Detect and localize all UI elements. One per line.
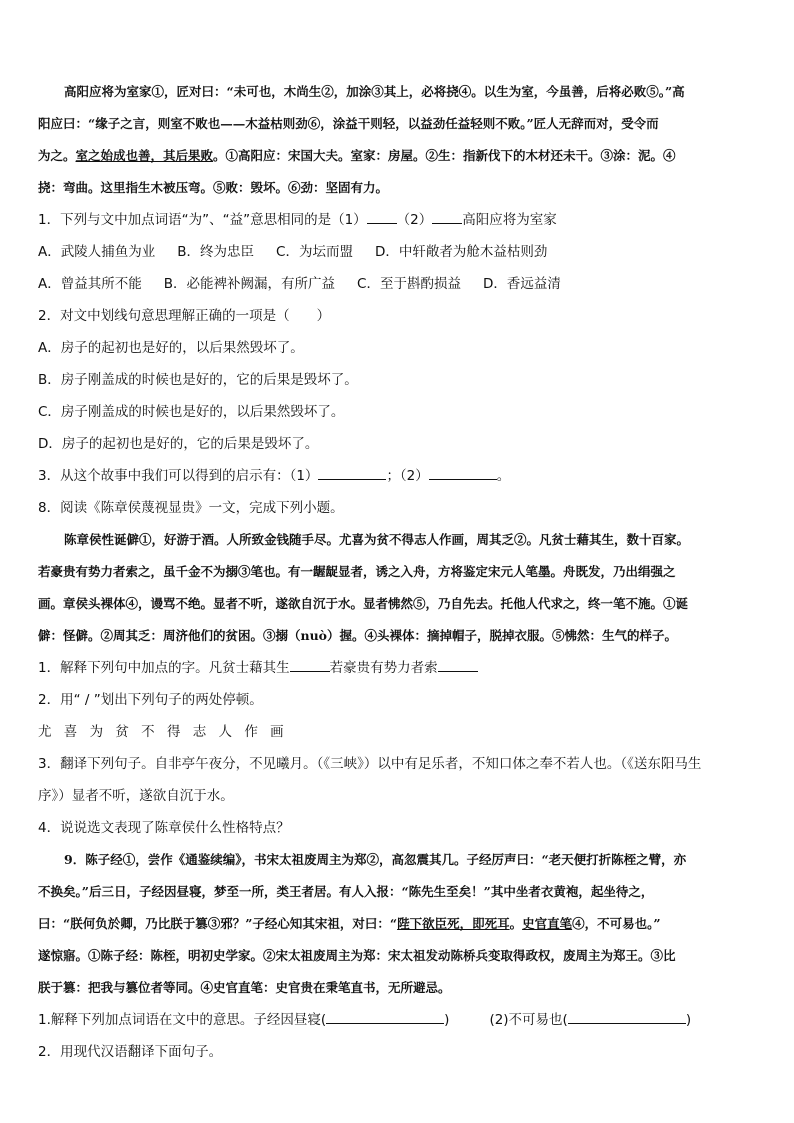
question-2: 2．对文中划线句意思理解正确的一项是（ ）: [38, 308, 331, 324]
option-a[interactable]: A．曾益其所不能: [38, 276, 142, 292]
option-c[interactable]: C．至于斟酌损益: [357, 276, 461, 292]
passage-line: 挠：弯曲。这里指生木被压弯。⑤败：毁坏。⑥劲：坚固有力。: [38, 180, 389, 195]
option-d[interactable]: D．中轩敞者为舱木益枯则劲: [374, 244, 548, 260]
option-b[interactable]: B．房子刚盖成的时候也是好的，它的后果是毁坏了。: [38, 372, 358, 388]
option-row-1: [38, 236, 760, 268]
underlined-sentence: 室之始成也善，其后果败: [75, 148, 214, 163]
question-1: [38, 204, 760, 236]
question-8-4: 4．说说选文表现了陈章侯什么性格特点？: [38, 820, 290, 836]
passage-text: 曰：“朕何负於卿，乃比朕于篡③邪？”子经心知其宋祖，对曰：“: [38, 916, 398, 931]
passage-line: 僻：怪僻。②周其乏：周济他们的贫困。③搦（nuò）握。④头裸体：摘掉帽子，脱掉衣服。⑤怫然：生气的样子。: [38, 628, 678, 643]
underlined-sentence: 史官直笔: [522, 916, 573, 931]
question-text: 1．解释下列句中加点的字。凡贫士藉其生: [38, 660, 290, 676]
passage-line: 画。章侯头裸体④，谩骂不绝。显者不听，遂欲自沉于水。显者怫然⑤，乃自先去。托他人代求之，终一笔不施。①诞: [38, 596, 689, 611]
answer-blank[interactable]: [438, 657, 478, 672]
question-text: 若豪贵有势力者索: [329, 660, 438, 676]
question-8-title: 8．阅读《陈章侯蔑视显贵》一文，完成下列小题。: [38, 500, 344, 516]
option-c[interactable]: C．为坛而盟: [276, 244, 353, 260]
question-text: 1.解释下列加点词语在文中的意思。子经因昼寝(: [38, 1012, 327, 1028]
option-c[interactable]: C．房子刚盖成的时候也是好的，以后果然毁坏了。: [38, 404, 345, 420]
passage-gaoyangying: [38, 76, 760, 204]
question-text: 。: [496, 468, 511, 484]
passage-text: 。: [509, 916, 523, 931]
question-text: ): [685, 1012, 692, 1028]
passage-chenzhanghou: [38, 524, 760, 652]
passage-line: 若豪贵有势力者索之，虽千金不为搦③笔也。有一龌龊显者，诱之入舟，方将鉴定宋元人笔墨。舟既发，乃出绢强之: [38, 564, 676, 579]
question-3: [38, 460, 760, 492]
passage-line: 9．陈子经①，尝作《通鉴续编》，书宋太祖废周主为郑②，高忽震其几。子经厉声曰：“老天便打折陈桎之臂，亦: [64, 852, 687, 867]
question-8-3-cont: 序》）显者不听，遂欲自沉于水。: [38, 788, 234, 804]
option-row-2: [38, 268, 760, 300]
question-text: ): [444, 1012, 450, 1028]
question-text: 3．从这个故事中我们可以得到的启示有：（1）: [38, 468, 319, 484]
question-text: 1．下列与文中加点词语“为”、“益”意思相同的是（1）: [38, 212, 367, 228]
passage-line: 不换矣。”后三日，子经因昼寝，梦至一所，类王者居。有人入报：“陈先生至矣！”其中坐者衣黄袍，起坐待之，: [38, 884, 654, 899]
passage-chenzijing: [38, 844, 760, 1004]
pause-sentence: 尤 喜 为 贫 不 得 志 人 作 画: [38, 724, 288, 740]
option-b[interactable]: B．终为忠臣: [177, 244, 255, 260]
underlined-sentence: 陛下欲臣死，即死耳: [397, 916, 510, 931]
option-b[interactable]: B．必能裨补阙漏，有所广益: [163, 276, 336, 292]
passage-line: 遂惊寤。①陈子经：陈桎，明初史学家。②宋太祖废周主为郑：宋太祖发动陈桥兵变取得政权，废周主为郑王。③比: [38, 948, 676, 963]
passage-line: [38, 140, 760, 172]
question-9-2: 2．用现代汉语翻译下面句子。: [38, 1044, 223, 1060]
question-8-1: [38, 652, 760, 684]
answer-blank[interactable]: [432, 209, 462, 224]
question-8-3: 3．翻译下列句子。自非亭午夜分，不见曦月。（《三峡》）以中有足乐者，不知口体之奉不若人也。（《送东阳马生: [38, 756, 702, 772]
question-text: (2)不可易也(: [489, 1012, 568, 1028]
option-a[interactable]: A．房子的起初也是好的，以后果然毁坏了。: [38, 340, 304, 356]
passage-line: 高阳应将为室家①，匠对曰：“未可也，木尚生②，加涂③其上，必将挠④。以生为室，今虽善，后将必败⑤。”高: [64, 84, 685, 99]
passage-text: ④，不可易也。”: [572, 916, 661, 931]
passage-text: 为之。: [38, 148, 76, 163]
answer-blank[interactable]: [290, 657, 330, 672]
document-content: [38, 76, 760, 1068]
question-text: （2）: [396, 212, 433, 228]
option-d[interactable]: D．香远益清: [482, 276, 561, 292]
passage-line: 朕于篡：把我与篡位者等同。④史官直笔：史官贵在秉笔直书，无所避忌。: [38, 980, 451, 995]
answer-blank[interactable]: [568, 1009, 686, 1024]
passage-line: 陈章侯性诞僻①，好游于酒。人所致金钱随手尽。尤喜为贫不得志人作画，周其乏②。凡贫士藉其生，数十百家。: [64, 532, 690, 547]
passage-line: [38, 908, 760, 940]
option-d[interactable]: D．房子的起初也是好的，它的后果是毁坏了。: [38, 436, 319, 452]
answer-blank[interactable]: [318, 465, 386, 480]
question-9-1: [38, 1004, 760, 1036]
answer-blank[interactable]: [367, 209, 397, 224]
question-text: ；（2）: [386, 468, 429, 484]
passage-text: 。①高阳应：宋国大夫。室家：房屋。②生：指新伐下的木材还未干。③涂：泥。④: [213, 148, 676, 163]
answer-blank[interactable]: [429, 465, 497, 480]
question-8-2: 2．用“ / ”划出下列句子的两处停顿。: [38, 692, 263, 708]
passage-line: 阳应曰：“缘子之言，则室不败也——木益枯则劲⑥，涂益干则轻，以益劲任益轻则不败。”匠人无辞而对，受令而: [38, 116, 659, 131]
answer-blank[interactable]: [326, 1009, 444, 1024]
option-a[interactable]: A．武陵人捕鱼为业: [38, 244, 156, 260]
question-text: 高阳应将为室家: [462, 212, 557, 228]
